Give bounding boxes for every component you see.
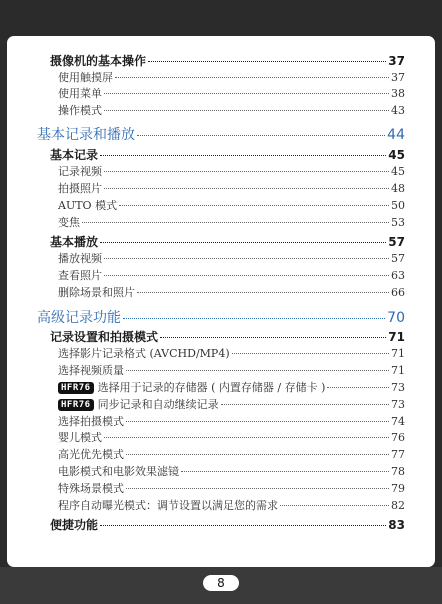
toc-page-number: 73: [391, 398, 405, 411]
toc-entry-text: 使用触摸屏: [58, 71, 113, 84]
toc-entry-text: 电影模式和电影效果滤镜: [58, 465, 179, 478]
toc-entry[interactable]: [58, 345, 405, 361]
toc-entry[interactable]: [58, 69, 405, 85]
toc-entry-label: [58, 497, 278, 513]
toc-entry-label: [58, 267, 102, 283]
dot-leader: [100, 525, 386, 526]
toc-page-number: 73: [391, 381, 405, 394]
toc-entry-text: 选择视频质量: [58, 364, 124, 377]
toc-entry-label: [37, 124, 135, 144]
toc-entry[interactable]: [58, 180, 405, 196]
toc-entry-text: 变焦: [58, 216, 80, 229]
toc-entry-label: [58, 396, 219, 412]
toc-entry-text: 高级记录功能: [37, 310, 121, 326]
toc-entry-text: 操作模式: [58, 104, 102, 117]
toc-section[interactable]: [50, 328, 405, 345]
toc-entry[interactable]: [58, 379, 405, 395]
toc-page-number: 43: [391, 104, 405, 117]
toc-entry-label: [58, 463, 179, 479]
model-badge: HFR76: [58, 399, 94, 411]
toc-entry-text: 拍摄照片: [58, 182, 102, 195]
toc-page-number: 48: [391, 182, 405, 195]
dot-leader: [100, 155, 386, 156]
toc-entry[interactable]: [58, 463, 405, 479]
toc-entry-label: [58, 284, 135, 300]
toc-entry[interactable]: [58, 214, 405, 230]
toc-entry[interactable]: [58, 480, 405, 496]
dot-leader: [104, 171, 389, 172]
dot-leader: [327, 387, 389, 388]
toc-entry-text: 选择拍摄模式: [58, 415, 124, 428]
toc-entry[interactable]: [58, 85, 405, 101]
toc-page-number: 45: [388, 148, 405, 162]
dot-leader: [104, 258, 389, 259]
dot-leader: [104, 93, 389, 94]
toc-entry-text: 使用菜单: [58, 87, 102, 100]
toc-entry-text: 查看照片: [58, 269, 102, 282]
model-badge: HFR76: [58, 382, 94, 394]
toc-page-number: 45: [391, 165, 405, 178]
toc-page-number: 57: [388, 235, 405, 249]
toc-entry-label: [58, 429, 102, 445]
dot-leader: [119, 205, 389, 206]
toc-entry-text: 便捷功能: [50, 518, 99, 532]
toc-entry-text: 选择用于记录的存储器 ( 内置存储器 / 存储卡 ): [97, 381, 326, 394]
toc-entry-label: [58, 379, 325, 395]
toc-page-number: 74: [391, 415, 405, 428]
toc-entry-label: [58, 345, 230, 361]
toc-page-number: 66: [391, 286, 405, 299]
dot-leader: [104, 188, 389, 189]
dot-leader: [82, 222, 389, 223]
dot-leader: [181, 471, 389, 472]
toc-page-number: 37: [391, 71, 405, 84]
toc-entry-text: 婴儿模式: [58, 431, 102, 444]
toc-entry-text: 摄像机的基本操作: [50, 54, 147, 68]
dot-leader: [123, 318, 385, 319]
toc-entry-text: 基本记录和播放: [37, 127, 135, 143]
toc-chapter[interactable]: [37, 307, 405, 327]
dot-leader: [126, 421, 389, 422]
toc-entry-text: 基本播放: [50, 235, 99, 249]
toc-entry[interactable]: [58, 446, 405, 462]
toc-entry-label: [50, 52, 146, 69]
dot-leader: [160, 337, 386, 338]
toc-page-number: 50: [391, 199, 405, 212]
toc-entry-text: 高光优先模式: [58, 448, 124, 461]
toc-entry-label: [37, 307, 121, 327]
dot-leader: [126, 488, 389, 489]
toc-chapter[interactable]: [37, 124, 405, 144]
toc-entry-label: [58, 214, 80, 230]
dot-leader: [126, 454, 389, 455]
toc-entry-text: AUTO 模式: [58, 199, 118, 212]
toc-entry-text: 特殊场景模式: [58, 482, 124, 495]
toc-entry-text: 记录视频: [58, 165, 102, 178]
toc-entry-text: 同步记录和自动继续记录: [97, 398, 219, 411]
dot-leader: [232, 353, 389, 354]
toc-entry-text: 基本记录: [50, 148, 99, 162]
dot-leader: [104, 437, 389, 438]
toc-entry-label: [50, 516, 98, 533]
toc-entry-text: 记录设置和拍摄模式: [50, 330, 159, 344]
toc-page-number: 57: [391, 252, 405, 265]
toc-entry-label: [58, 85, 102, 101]
toc-entry[interactable]: [58, 197, 405, 213]
toc-page-number: 79: [391, 482, 405, 495]
toc-entry-label: [58, 69, 113, 85]
dot-leader: [280, 505, 389, 506]
dot-leader: [100, 242, 386, 243]
toc-entry[interactable]: [58, 497, 405, 513]
toc-entry[interactable]: [58, 102, 405, 118]
page-card: [7, 36, 435, 567]
toc-page-number: 82: [391, 499, 405, 512]
toc-page-number: 78: [391, 465, 405, 478]
toc-entry-label: [58, 163, 102, 179]
toc-page-number: 71: [391, 364, 405, 377]
toc-page-number: 76: [391, 431, 405, 444]
toc-entry[interactable]: [58, 284, 405, 300]
toc-entry[interactable]: [58, 396, 405, 412]
page-number: 8: [203, 575, 239, 591]
dot-leader: [221, 404, 389, 405]
dot-leader: [104, 110, 389, 111]
toc-entry-label: [50, 233, 98, 250]
toc-entry-label: [58, 362, 124, 378]
toc-entry[interactable]: [58, 267, 405, 283]
toc-page-number: 37: [388, 54, 405, 68]
toc-page-number: 70: [387, 310, 405, 326]
toc-entry[interactable]: [58, 362, 405, 378]
toc-section[interactable]: [50, 146, 405, 163]
toc-page-number: 77: [391, 448, 405, 461]
toc-page-number: 63: [391, 269, 405, 282]
dot-leader: [104, 275, 389, 276]
toc-entry-label: [58, 250, 102, 266]
dot-leader: [115, 77, 389, 78]
toc-page-number: 71: [388, 330, 405, 344]
toc-entry-label: [58, 446, 124, 462]
dot-leader: [126, 370, 389, 371]
toc-entry-text: 选择影片记录格式 (AVCHD/MP4): [58, 347, 230, 360]
toc-page-number: 44: [387, 127, 405, 143]
dot-leader: [137, 135, 385, 136]
dot-leader: [148, 61, 386, 62]
toc-entry-text: 程序自动曝光模式：调节设置以满足您的需求: [58, 499, 278, 512]
dot-leader: [137, 292, 389, 293]
toc-entry-text: 播放视频: [58, 252, 102, 265]
toc-entry-label: [50, 328, 158, 345]
toc-entry[interactable]: [58, 429, 405, 445]
toc-entry-label: [50, 146, 98, 163]
toc-page-number: 53: [391, 216, 405, 229]
toc-section[interactable]: [50, 516, 405, 533]
toc-entry-text: 删除场景和照片: [58, 286, 135, 299]
toc-page-number: 38: [391, 87, 405, 100]
toc-entry-label: [58, 413, 124, 429]
toc-section[interactable]: [50, 233, 405, 250]
toc-entry-label: [58, 180, 102, 196]
toc-entry-label: [58, 102, 102, 118]
toc-entry[interactable]: [58, 163, 405, 179]
toc-section[interactable]: [50, 52, 405, 69]
toc-entry-label: [58, 197, 117, 213]
toc-entry-label: [58, 480, 124, 496]
toc-page-number: 83: [388, 518, 405, 532]
toc-entry[interactable]: [58, 250, 405, 266]
toc-page-number: 71: [391, 347, 405, 360]
toc-entry[interactable]: [58, 413, 405, 429]
